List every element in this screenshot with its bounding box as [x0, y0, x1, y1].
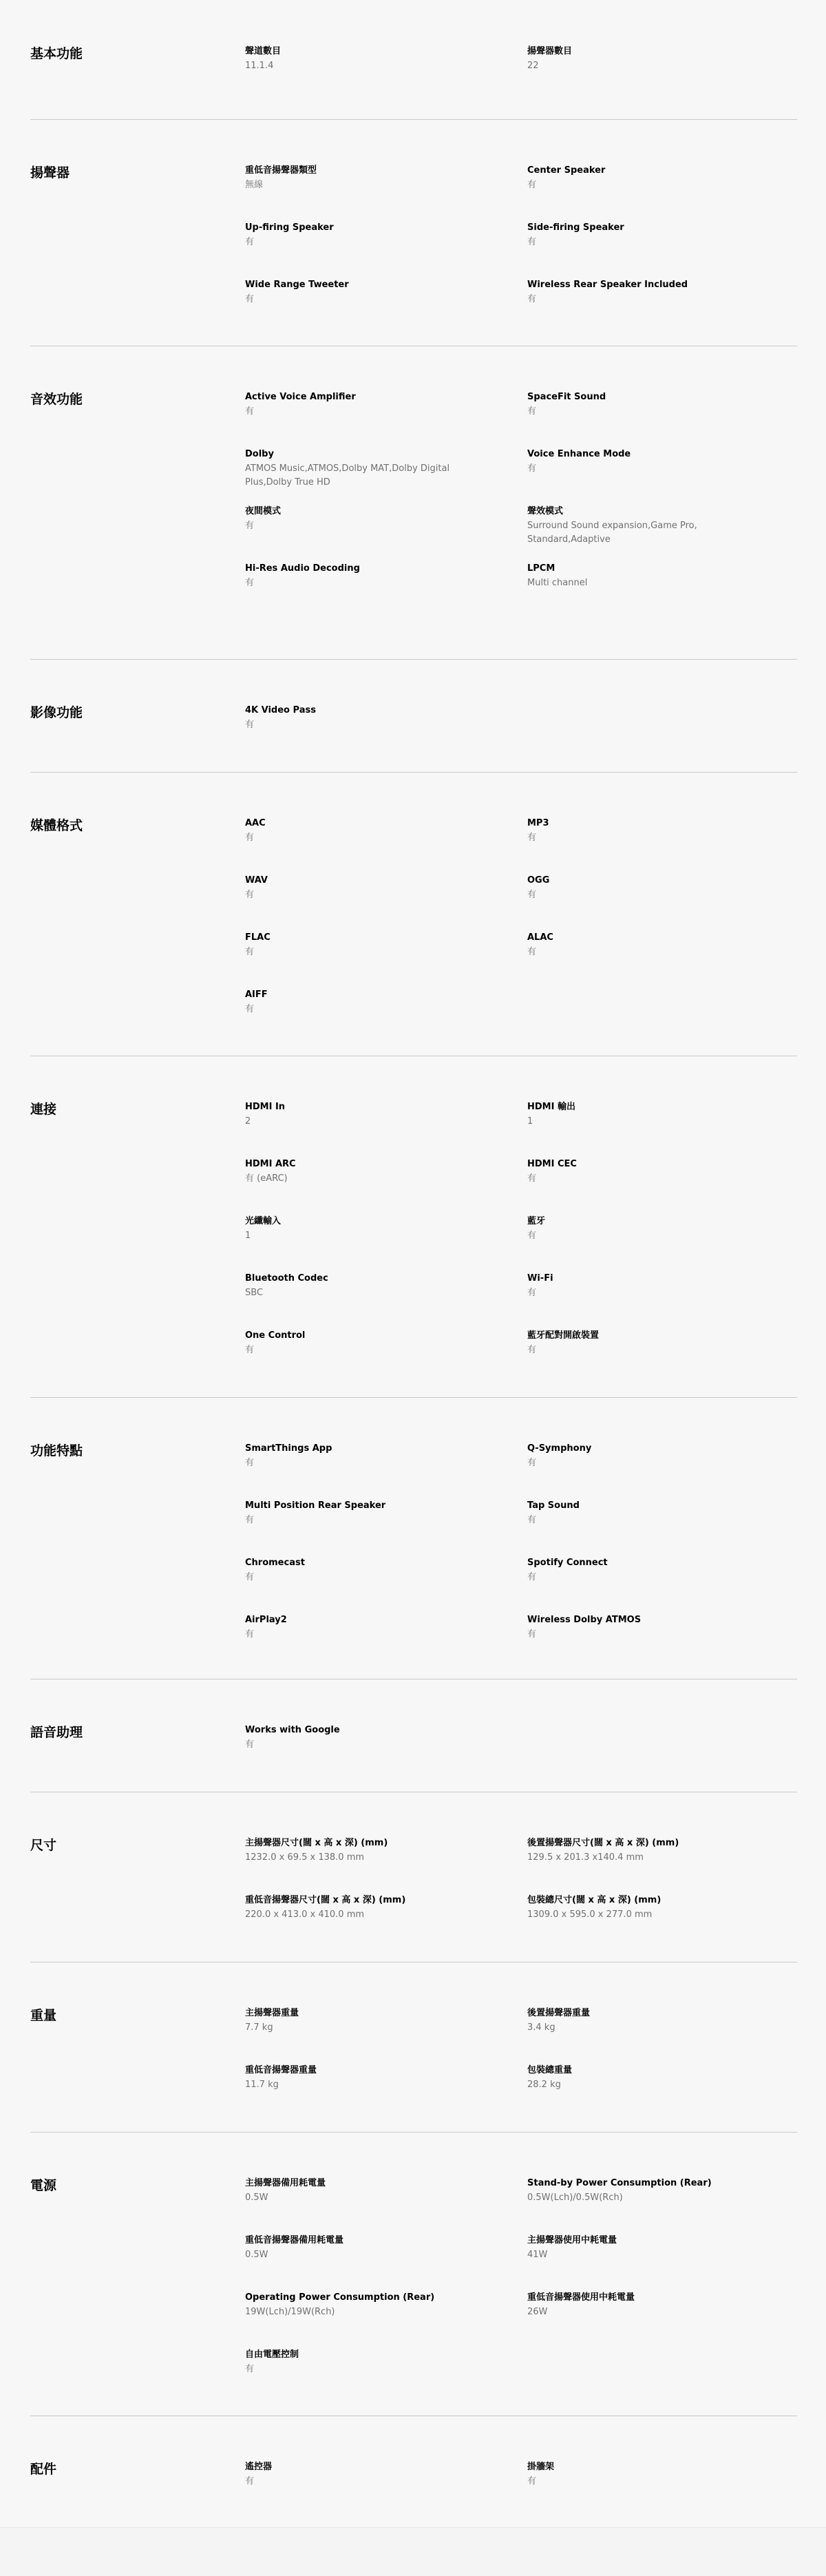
spec-value: 220.0 x 413.0 x 410.0 mm	[245, 1909, 365, 1920]
spec-label: Side-firing Speaker	[527, 222, 624, 233]
spec-label: 重低音揚聲器使用中耗電量	[527, 2292, 635, 2303]
spec-item	[527, 279, 794, 336]
spec-label: 聲道數目	[245, 46, 282, 56]
spec-label: Works with Google	[245, 1725, 340, 1735]
spec-item	[245, 563, 527, 620]
spec-item	[245, 2234, 527, 2292]
spec-item	[245, 1158, 527, 1215]
spec-item	[245, 932, 527, 989]
spec-section-audio-features	[30, 346, 797, 660]
spec-value: 有	[527, 1345, 537, 1355]
spec-value: 無線	[245, 180, 264, 190]
spec-label: Bluetooth Codec	[245, 1273, 328, 1284]
spec-item	[245, 2292, 527, 2349]
spec-label: MP3	[527, 818, 549, 828]
spec-value: SBC	[245, 1288, 264, 1298]
spec-item	[527, 2292, 794, 2349]
spec-item	[245, 1443, 527, 1500]
spec-value: 有	[527, 1173, 537, 1184]
spec-value: 有	[527, 406, 537, 417]
spec-label: HDMI ARC	[245, 1159, 296, 1169]
section-title: 揚聲器	[30, 165, 70, 180]
spec-items-grid	[245, 165, 794, 336]
spec-label: HDMI In	[245, 1102, 286, 1112]
spec-item	[527, 448, 794, 505]
spec-items-grid	[245, 391, 794, 620]
spec-value: 有	[245, 1345, 255, 1355]
spec-item	[245, 279, 527, 336]
spec-value: 有	[245, 294, 255, 304]
spec-item	[245, 165, 527, 222]
section-title: 尺寸	[30, 1838, 57, 1853]
spec-label: Operating Power Consumption (Rear)	[245, 2292, 435, 2303]
spec-items-grid	[245, 45, 794, 103]
spec-label: 重低音揚聲器類型	[245, 165, 317, 176]
spec-item	[245, 1724, 527, 1781]
spec-value: 0.5W(Lch)/0.5W(Rch)	[527, 2192, 623, 2203]
spec-label: Tap Sound	[527, 1500, 580, 1511]
spec-value: 有	[527, 180, 537, 190]
spec-value: 有	[245, 1739, 255, 1750]
spec-label: Dolby	[245, 449, 274, 459]
spec-label: FLAC	[245, 932, 271, 943]
spec-label: 掛牆架	[527, 2462, 555, 2472]
spec-label: SpaceFit Sound	[527, 392, 606, 402]
spec-label: 重低音揚聲器備用耗電量	[245, 2235, 344, 2245]
spec-value: 11.1.4	[245, 61, 274, 71]
spec-label: 夜間模式	[245, 506, 282, 516]
spec-value: 有	[245, 237, 255, 247]
spec-item	[245, 989, 527, 1046]
section-title: 語音助理	[30, 1725, 83, 1740]
spec-item	[527, 875, 794, 932]
spec-item	[527, 1330, 794, 1387]
spec-items-grid	[245, 2177, 794, 2406]
spec-label: LPCM	[527, 563, 555, 574]
spec-label: Chromecast	[245, 1558, 305, 1568]
spec-label: AirPlay2	[245, 1615, 287, 1625]
spec-item	[245, 1215, 527, 1273]
spec-label: 揚聲器數目	[527, 46, 573, 56]
spec-section-connectivity	[30, 1056, 797, 1398]
spec-section-media-formats	[30, 772, 797, 1056]
spec-items-grid	[245, 2007, 794, 2122]
spec-value: 有	[527, 2476, 537, 2486]
spec-label: 後置揚聲器重量	[527, 2008, 591, 2018]
spec-value: 129.5 x 201.3 x140.4 mm	[527, 1852, 644, 1863]
spec-label: SmartThings App	[245, 1443, 332, 1454]
spec-item	[527, 45, 794, 103]
page-footer-band	[0, 2527, 826, 2576]
spec-label: OGG	[527, 875, 550, 886]
spec-value: ATMOS Music,ATMOS,Dolby MAT,Dolby Digital Plus,Dolby True HD	[245, 463, 450, 488]
spec-item	[245, 1330, 527, 1387]
spec-item	[245, 2064, 527, 2122]
spec-value: 有	[527, 1288, 537, 1298]
spec-items-grid	[245, 1101, 794, 1387]
spec-item	[527, 2234, 794, 2292]
spec-item	[245, 1273, 527, 1330]
spec-item	[527, 2177, 794, 2234]
section-title: 基本功能	[30, 46, 83, 61]
spec-label: 主揚聲器重量	[245, 2008, 299, 2018]
spec-value: 7.7 kg	[245, 2022, 273, 2033]
spec-item	[527, 1557, 794, 1614]
spec-value: 26W	[527, 2307, 548, 2317]
spec-items-grid	[245, 2461, 794, 2518]
spec-section-speakers	[30, 119, 797, 346]
spec-label: AAC	[245, 818, 266, 828]
spec-value: 有	[245, 2476, 255, 2486]
spec-label: WAV	[245, 875, 268, 886]
spec-value: 有	[245, 578, 255, 588]
spec-value: 有	[527, 890, 537, 900]
spec-label: Multi Position Rear Speaker	[245, 1500, 386, 1511]
spec-item	[527, 2064, 794, 2122]
spec-item	[527, 1837, 794, 1894]
spec-item	[527, 391, 794, 448]
spec-label: Hi-Res Audio Decoding	[245, 563, 360, 574]
spec-item	[245, 2461, 527, 2518]
spec-value: Surround Sound expansion,Game Pro, Standard,Adaptive	[527, 521, 697, 545]
spec-items-grid	[245, 1837, 794, 1951]
spec-label: 主揚聲器備用耗電量	[245, 2178, 326, 2188]
spec-item	[527, 1215, 794, 1273]
spec-item	[527, 1500, 794, 1557]
spec-value: 有	[527, 947, 537, 957]
spec-label: Wi-Fi	[527, 1273, 553, 1284]
spec-section-voice-assistant	[30, 1679, 797, 1792]
spec-value: 有	[527, 237, 537, 247]
spec-value: 有	[245, 2364, 255, 2374]
spec-value: 11.7 kg	[245, 2080, 279, 2090]
section-title: 重量	[30, 2008, 57, 2023]
spec-item	[527, 1894, 794, 1951]
spec-label: AIFF	[245, 989, 268, 1000]
spec-item	[527, 932, 794, 989]
spec-item	[245, 1557, 527, 1614]
spec-item	[245, 2177, 527, 2234]
spec-label: ALAC	[527, 932, 553, 943]
section-title: 電源	[30, 2178, 57, 2193]
spec-item	[245, 1894, 527, 1951]
spec-value: 有	[527, 1458, 537, 1468]
spec-value: 有	[527, 1629, 537, 1640]
spec-label: 遙控器	[245, 2462, 273, 2472]
spec-value: 有	[527, 294, 537, 304]
spec-label: 4K Video Pass	[245, 705, 316, 715]
spec-label: Up-firing Speaker	[245, 222, 334, 233]
spec-value: 有	[245, 1629, 255, 1640]
spec-value: 有	[245, 1004, 255, 1014]
spec-items-grid	[245, 1443, 794, 1671]
spec-value: 有	[245, 1572, 255, 1582]
spec-value: 有	[245, 720, 255, 730]
spec-item	[527, 1101, 794, 1158]
spec-value: 有	[527, 833, 537, 843]
spec-value: 2	[245, 1116, 251, 1127]
spec-item	[245, 505, 527, 563]
spec-item	[527, 2461, 794, 2518]
spec-item	[245, 391, 527, 448]
spec-value: 有	[245, 1515, 255, 1525]
spec-item	[245, 1837, 527, 1894]
spec-value: 22	[527, 61, 539, 71]
spec-section-power	[30, 2132, 797, 2416]
spec-item	[245, 1614, 527, 1671]
spec-value: 有	[245, 521, 255, 531]
section-title: 影像功能	[30, 705, 83, 720]
spec-section-features	[30, 1397, 797, 1679]
spec-item	[527, 1443, 794, 1500]
spec-section-accessories	[30, 2416, 797, 2527]
spec-value: 有	[245, 833, 255, 843]
spec-item	[245, 1101, 527, 1158]
spec-label: Center Speaker	[527, 165, 606, 176]
spec-value: 0.5W	[245, 2250, 268, 2260]
section-title: 媒體格式	[30, 818, 83, 833]
spec-item	[527, 817, 794, 875]
spec-label: Active Voice Amplifier	[245, 392, 356, 402]
spec-value: 19W(Lch)/19W(Rch)	[245, 2307, 335, 2317]
spec-value: 有	[245, 406, 255, 417]
spec-item	[245, 45, 527, 103]
spec-label: 後置揚聲器尺寸(闊 x 高 x 深) (mm)	[527, 1838, 679, 1848]
spec-label: 包裝總尺寸(闊 x 高 x 深) (mm)	[527, 1895, 661, 1905]
spec-label: 藍牙	[527, 1216, 546, 1226]
spec-label: 自由電壓控制	[245, 2349, 299, 2360]
spec-label: 主揚聲器使用中耗電量	[527, 2235, 617, 2245]
spec-item	[245, 1500, 527, 1557]
spec-value: 3.4 kg	[527, 2022, 555, 2033]
spec-value: 有	[245, 1458, 255, 1468]
spec-item	[527, 2007, 794, 2064]
spec-item	[527, 1273, 794, 1330]
section-title: 音效功能	[30, 392, 83, 407]
spec-value: 有	[245, 890, 255, 900]
spec-label: Voice Enhance Mode	[527, 449, 631, 459]
spec-value: 有	[245, 947, 255, 957]
spec-value: 有 (eARC)	[245, 1173, 288, 1184]
section-title: 配件	[30, 2462, 57, 2477]
spec-label: HDMI 輸出	[527, 1102, 575, 1112]
spec-value: 1	[527, 1116, 533, 1127]
spec-label: Wide Range Tweeter	[245, 280, 349, 290]
spec-label: Wireless Dolby ATMOS	[527, 1615, 642, 1625]
spec-label: 聲效模式	[527, 506, 564, 516]
spec-label: 主揚聲器尺寸(闊 x 高 x 深) (mm)	[245, 1838, 388, 1848]
spec-label: One Control	[245, 1330, 306, 1341]
spec-value: 41W	[527, 2250, 548, 2260]
spec-item	[245, 2007, 527, 2064]
spec-item	[527, 1158, 794, 1215]
spec-label: 重低音揚聲器重量	[245, 2065, 317, 2075]
spec-value: 有	[527, 1231, 537, 1241]
spec-item	[245, 875, 527, 932]
spec-item	[245, 704, 527, 762]
spec-item	[245, 222, 527, 279]
spec-value: 28.2 kg	[527, 2080, 561, 2090]
spec-value: 有	[527, 1515, 537, 1525]
spec-label: 光纖輸入	[245, 1216, 282, 1226]
section-title: 連接	[30, 1102, 57, 1117]
spec-label: Q-Symphony	[527, 1443, 592, 1454]
spec-item	[527, 563, 794, 620]
spec-label: Stand-by Power Consumption (Rear)	[527, 2178, 712, 2188]
spec-label: HDMI CEC	[527, 1159, 577, 1169]
spec-value: 有	[527, 1572, 537, 1582]
spec-label: 包裝總重量	[527, 2065, 573, 2075]
spec-label: 重低音揚聲器尺寸(闊 x 高 x 深) (mm)	[245, 1895, 406, 1905]
spec-label: Wireless Rear Speaker Included	[527, 280, 688, 290]
spec-item	[245, 2349, 527, 2406]
spec-value: 1232.0 x 69.5 x 138.0 mm	[245, 1852, 365, 1863]
spec-items-grid	[245, 1724, 794, 1781]
spec-items-grid	[245, 817, 794, 1046]
spec-section-weight	[30, 1962, 797, 2133]
spec-value: 1309.0 x 595.0 x 277.0 mm	[527, 1909, 653, 1920]
spec-section-video-features	[30, 659, 797, 773]
spec-item	[245, 817, 527, 875]
section-title: 功能特點	[30, 1443, 83, 1458]
spec-section-dimensions	[30, 1792, 797, 1962]
spec-value: 0.5W	[245, 2192, 268, 2203]
spec-value: Multi channel	[527, 578, 588, 588]
spec-section-basic-functions	[30, 0, 797, 120]
spec-item	[527, 165, 794, 222]
spec-label: Spotify Connect	[527, 1558, 608, 1568]
spec-item	[527, 222, 794, 279]
spec-item	[245, 448, 527, 505]
spec-item	[527, 505, 794, 563]
spec-items-grid	[245, 704, 794, 762]
spec-label: 藍牙配對開啟裝置	[527, 1330, 600, 1341]
spec-item	[527, 1614, 794, 1671]
spec-value: 有	[527, 463, 537, 474]
spec-value: 1	[245, 1231, 251, 1241]
